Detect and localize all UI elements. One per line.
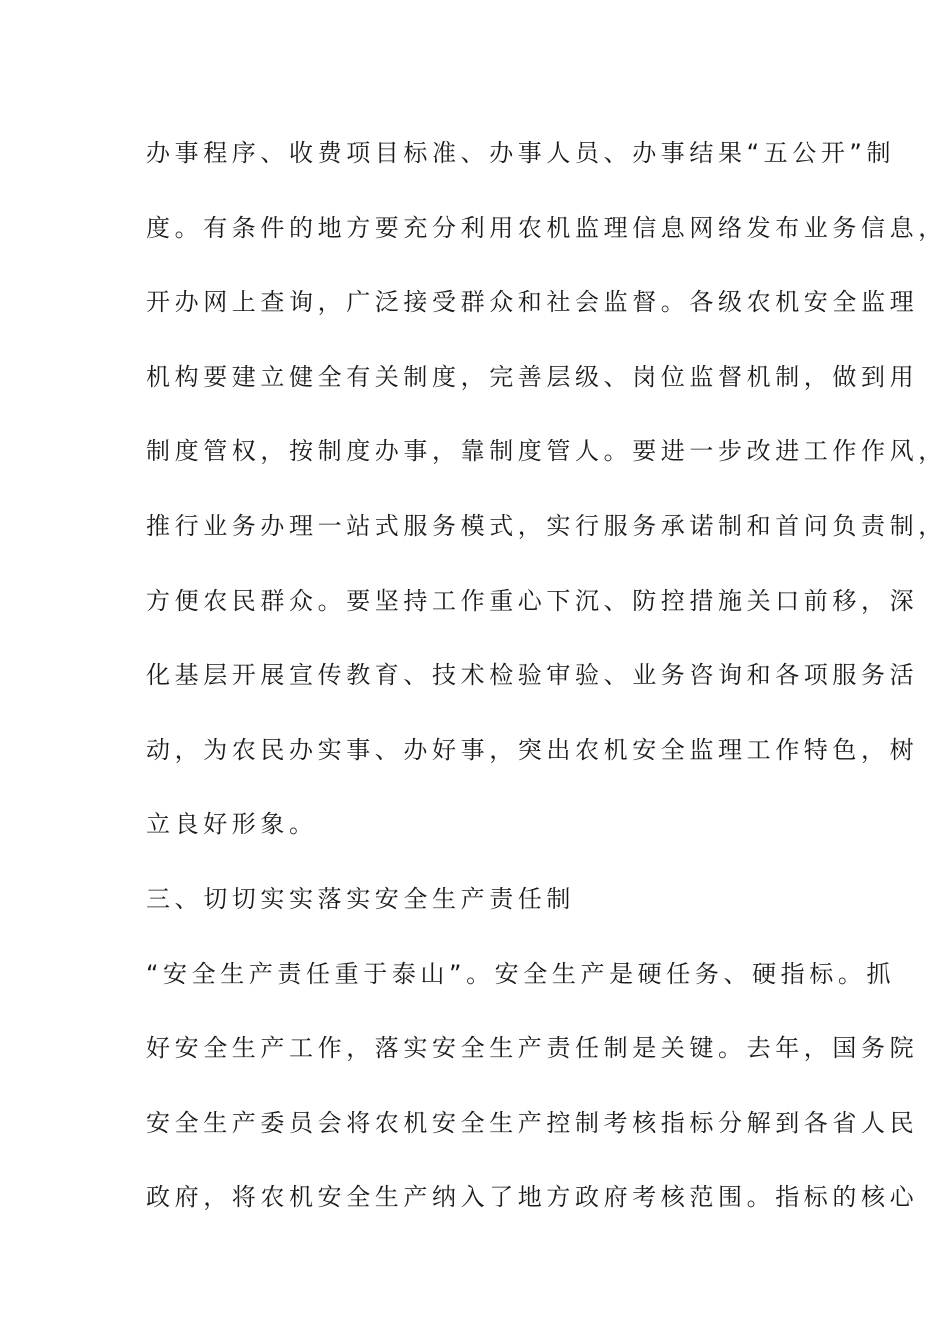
text-line: 方便农民群众。要坚持工作重心下沉、防控措施关口前移，深 bbox=[146, 586, 919, 615]
text-line: 安全生产委员会将农机安全生产控制考核指标分解到各省人民 bbox=[146, 1108, 919, 1137]
text-line: “安全生产责任重于泰山”。安全生产是硬任务、硬指标。抓 bbox=[146, 959, 896, 988]
text-line: 开办网上查询，广泛接受群众和社会监督。各级农机安全监理 bbox=[146, 288, 919, 317]
section-heading: 三、切切实实落实安全生产责任制 bbox=[146, 884, 575, 913]
text-line: 化基层开展宣传教育、技术检验审验、业务咨询和各项服务活 bbox=[146, 661, 919, 690]
text-line: 推行业务办理一站式服务模式，实行服务承诺制和首问负责制， bbox=[146, 511, 947, 540]
document-body bbox=[146, 133, 947, 1252]
text-line: 制度管权，按制度办事，靠制度管人。要进一步改进工作作风， bbox=[146, 437, 947, 466]
text-line: 度。有条件的地方要充分利用农机监理信息网络发布业务信息， bbox=[146, 213, 947, 242]
text-line: 好安全生产工作，落实安全生产责任制是关键。去年，国务院 bbox=[146, 1034, 919, 1063]
text-line: 动，为农民办实事、办好事，突出农机安全监理工作特色，树 bbox=[146, 735, 919, 764]
text-line: 政府，将农机安全生产纳入了地方政府考核范围。指标的核心 bbox=[146, 1183, 919, 1212]
text-line: 机构要建立健全有关制度，完善层级、岗位监督机制，做到用 bbox=[146, 362, 919, 391]
text-line: 立良好形象。 bbox=[146, 810, 318, 839]
text-line: 办事程序、收费项目标准、办事人员、办事结果“五公开”制 bbox=[146, 139, 896, 167]
